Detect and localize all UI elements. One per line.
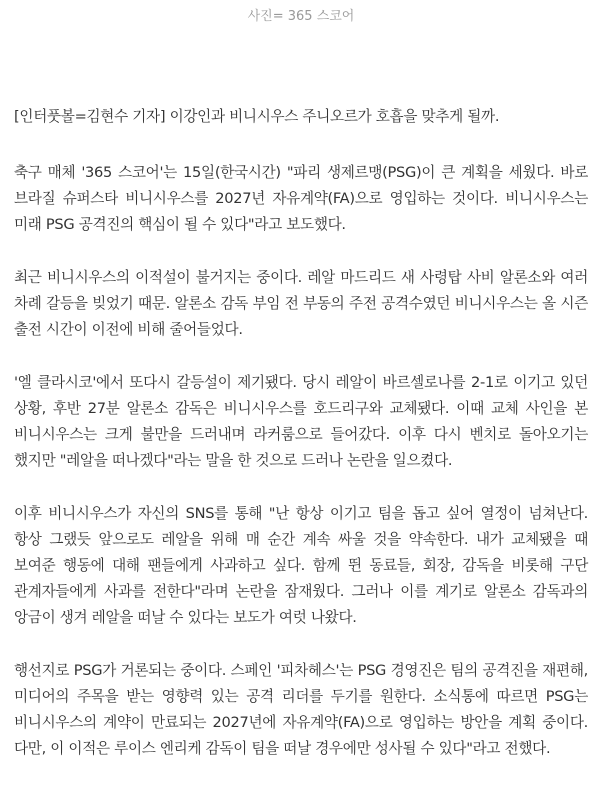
article-paragraph: [인터풋볼=김현수 기자] 이강인과 비니시우스 주니오르가 호흡을 맞추게 될까. xyxy=(14,108,500,125)
article-paragraph: 이후 비니시우스가 자신의 SNS를 통해 "난 항상 이기고 팀을 돕고 싶어 열정이 넘쳐난다. 항상 그랬듯 앞으로도 레알을 위해 매 순간 계속 싸울 것을 약속한다. 내가 교체됐을 때 보여준 행동에 대해 팬들에게 사과하고 싶다. 함께 뛴 동료들, 회장, 감독을 비롯해 구단 관계자들에게 사과를 전한다"라며 논란을 잠재웠다. 그러나 이를 계기로 알론소 감독과의 앙금이 생겨 레알을 떠날 수 있다는 보도가 여럿 나왔다. xyxy=(14,505,588,626)
article-body xyxy=(14,104,588,762)
article-paragraph: '엘 클라시코'에서 또다시 갈등설이 제기됐다. 당시 레알이 바르셀로나를 2-1로 이기고 있던 상황, 후반 27분 알론소 감독은 비니시우스를 호드리구와 교체됐다. 이때 교체 사인을 본 비니시우스는 크게 불만을 드러내며 라커룸으로 들어갔다. 이후 다시 벤치로 돌아오기는 했지만 "레알을 떠나겠다"라는 말을 한 것으로 드러나 논란을 일으켰다. xyxy=(14,374,588,469)
article-paragraph: 축구 매체 '365 스코어'는 15일(한국시간) "파리 생제르맹(PSG)이 큰 계획을 세웠다. 바로 브라질 슈퍼스타 비니시우스를 2027년 자유계약(FA)으로 영입하는 것이다. 비니시우스는 미래 PSG 공격진의 핵심이 될 수 있다"라고 보도했다. xyxy=(14,164,588,233)
photo-caption: 사진= 365 스코어 xyxy=(247,9,355,24)
article-paragraph: 최근 비니시우스의 이적설이 불거지는 중이다. 레알 마드리드 새 사령탑 사비 알론소와 여러 차례 갈등을 빚었기 때문. 알론소 감독 부임 전 부동의 주전 공격수였던 비니시우스는 올 시즌 출전 시간이 이전에 비해 줄어들었다. xyxy=(14,269,588,338)
article-paragraph: 행선지로 PSG가 거론되는 중이다. 스페인 '피차헤스'는 PSG 경영진은 팀의 공격진을 재편해, 미디어의 주목을 받는 영향력 있는 공격 리더를 두기를 원한다. 소식통에 따르면 PSG는 비니시우스의 계약이 만료되는 2027년에 자유계약(FA)으로 영입하는 방안을 계획 중이다. 다만, 이 이적은 루이스 엔리케 감독이 팀을 떠날 경우에만 성사될 수 있다"라고 전했다. xyxy=(14,662,588,757)
